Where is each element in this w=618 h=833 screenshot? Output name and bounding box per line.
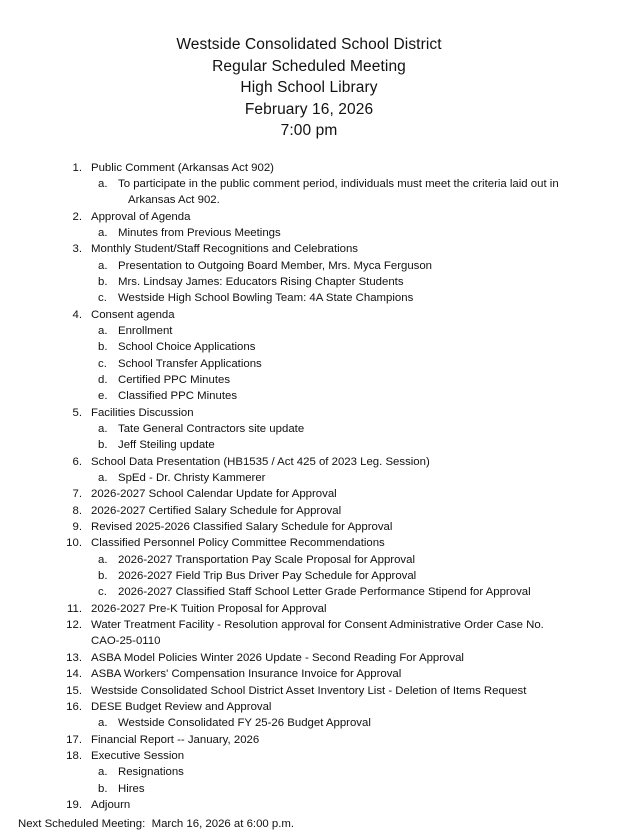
agenda-subitem-text: Resignations <box>118 766 184 779</box>
agenda-item <box>0 699 618 732</box>
agenda-item <box>0 666 618 682</box>
agenda-item-text: Public Comment (Arkansas Act 902) <box>91 161 274 174</box>
agenda-item-text: School Data Presentation (HB1535 / Act 425 of 2023 Leg. Session) <box>91 455 430 468</box>
agenda-item-row <box>0 519 618 535</box>
agenda-subitem-continuation: Arkansas Act 902. <box>128 194 220 207</box>
agenda-subitem-text: 2026-2027 Classified Staff School Letter Grade Performance Stipend for Approval <box>118 586 531 599</box>
agenda-subitem-letter: a. <box>98 177 108 190</box>
agenda-subitem-text: Hires <box>118 782 145 795</box>
agenda-subitem-text: Enrollment <box>118 324 173 337</box>
agenda-subitem-text: Westside High School Bowling Team: 4A State Champions <box>118 292 414 305</box>
agenda-item-text: ASBA Model Policies Winter 2026 Update - Second Reading For Approval <box>91 651 464 664</box>
agenda-item <box>0 650 618 666</box>
agenda-item <box>0 307 618 405</box>
agenda-item-number: 9. <box>72 521 82 534</box>
agenda-item-number: 16. <box>66 700 82 713</box>
agenda-subitem-row <box>0 715 618 731</box>
agenda-subitem-text: Minutes from Previous Meetings <box>118 226 281 239</box>
agenda-item-number: 5. <box>72 406 82 419</box>
agenda-subitem-row <box>0 290 618 306</box>
header-line-date: February 16, 2026 <box>244 100 374 118</box>
agenda-subitem-row <box>0 388 618 404</box>
agenda-subitem-letter: c. <box>98 586 107 599</box>
header-line-time: 7:00 pm <box>280 122 338 139</box>
agenda-item-row <box>0 732 618 748</box>
agenda-subitem-text: SpEd - Dr. Christy Kammerer <box>118 472 266 485</box>
agenda-item-text: Consent agenda <box>91 308 175 321</box>
agenda-subitem-text: 2026-2027 Field Trip Bus Driver Pay Schedule for Approval <box>118 570 417 583</box>
agenda-item-text: ASBA Workers' Compensation Insurance Invoice for Approval <box>91 668 402 681</box>
agenda-item-number: 10. <box>66 537 82 550</box>
agenda-item-number: 19. <box>66 798 82 811</box>
agenda-subitem-text: Mrs. Lindsay James: Educators Rising Chapter Students <box>118 275 404 288</box>
agenda-item-text: Revised 2025-2026 Classified Salary Schedule for Approval <box>91 521 393 534</box>
agenda-item <box>0 241 618 306</box>
agenda-item <box>0 601 618 617</box>
agenda-item-number: 17. <box>66 733 82 746</box>
agenda-subitem-row <box>0 258 618 274</box>
header-line-location: High School Library <box>240 79 378 96</box>
agenda-subitem-row <box>0 584 618 600</box>
agenda-item-number: 11. <box>67 602 82 615</box>
agenda-item-row <box>0 503 618 519</box>
agenda-subitem-row <box>0 274 618 290</box>
agenda-item <box>0 160 618 209</box>
agenda-subitem-row <box>0 323 618 339</box>
agenda-item-row <box>0 601 618 617</box>
agenda-item <box>0 535 618 600</box>
agenda-item-text: Executive Session <box>91 749 185 762</box>
agenda-subitem-text: To participate in the public comment period, individuals must meet the criteria laid out in <box>118 177 559 190</box>
agenda-item-text: Adjourn <box>91 798 131 811</box>
agenda-subitem-text: 2026-2027 Transportation Pay Scale Proposal for Approval <box>118 553 415 566</box>
agenda-subitem-letter: e. <box>98 390 108 403</box>
agenda-item <box>0 617 618 650</box>
agenda-item-text: Approval of Agenda <box>91 210 191 223</box>
header-line-meeting-type: Regular Scheduled Meeting <box>212 57 406 75</box>
agenda-item-row <box>0 405 618 421</box>
agenda-item-row <box>0 241 618 257</box>
agenda-item-row <box>0 486 618 502</box>
agenda-item-number: 13. <box>66 651 82 664</box>
agenda-item-text: DESE Budget Review and Approval <box>91 700 272 713</box>
agenda-item <box>0 503 618 519</box>
agenda-subitem-row <box>0 568 618 584</box>
agenda-item <box>0 683 618 699</box>
agenda-item-text: Classified Personnel Policy Committee Recommendations <box>91 537 385 550</box>
agenda-subitem-letter: c. <box>98 357 107 370</box>
agenda-item-number: 18. <box>66 749 82 762</box>
agenda-item-row <box>0 307 618 323</box>
agenda-subitem-letter: c. <box>98 292 107 305</box>
agenda-item <box>0 454 618 487</box>
agenda-item-text: Monthly Student/Staff Recognitions and Celebrations <box>91 243 359 256</box>
agenda-subitem-letter: b. <box>98 570 108 583</box>
agenda-item-row <box>0 699 618 715</box>
agenda-list <box>0 160 618 814</box>
agenda-subitem-letter: b. <box>98 275 108 288</box>
agenda-subitem-row <box>0 781 618 797</box>
agenda-subitem-row <box>0 339 618 355</box>
agenda-subitem-letter: a. <box>98 259 108 272</box>
agenda-subitem-text: Certified PPC Minutes <box>118 373 231 386</box>
agenda-item-text: Facilities Discussion <box>91 406 194 419</box>
agenda-item-row <box>0 160 618 176</box>
agenda-subitem-row <box>0 225 618 241</box>
agenda-item <box>0 732 618 748</box>
agenda-item-row <box>0 617 618 633</box>
agenda-item-row <box>0 797 618 813</box>
agenda-item-text: 2026-2027 School Calendar Update for Approval <box>91 488 337 501</box>
agenda-subitem-letter: a. <box>98 423 108 435</box>
agenda-item-number: 8. <box>72 504 82 517</box>
agenda-item-number: 4. <box>72 308 82 321</box>
agenda-subitem-letter: a. <box>98 472 108 485</box>
agenda-item-text: Financial Report -- January, 2026 <box>91 733 260 746</box>
agenda-item-number: 15. <box>66 684 82 697</box>
agenda-item <box>0 519 618 535</box>
agenda-subitem-letter: a. <box>98 226 108 239</box>
agenda-item-number: 3. <box>72 243 82 256</box>
agenda-item-number: 7. <box>72 488 82 501</box>
agenda-subitem-text: Presentation to Outgoing Board Member, Mrs. Myca Ferguson <box>118 259 433 272</box>
header-line-district: Westside Consolidated School District <box>176 36 442 53</box>
next-meeting-note: Next Scheduled Meeting: March 16, 2026 at 6:00 p.m. <box>18 818 295 831</box>
agenda-item-number: 1. <box>72 161 82 174</box>
agenda-item <box>0 748 618 797</box>
document-header <box>0 0 618 142</box>
agenda-item-row <box>0 666 618 682</box>
agenda-item-continuation: CAO-25-0110 <box>91 635 161 648</box>
agenda-item-row <box>0 535 618 551</box>
agenda-subitem-letter: a. <box>98 766 108 779</box>
agenda-item <box>0 405 618 454</box>
agenda-subitem-text: Classified PPC Minutes <box>118 390 238 403</box>
agenda-item-text: 2026-2027 Certified Salary Schedule for Approval <box>91 504 342 517</box>
agenda-subitem-letter: b. <box>98 439 108 452</box>
agenda-item-text: 2026-2027 Pre-K Tuition Proposal for Approval <box>91 602 327 615</box>
agenda-subitem-row <box>0 437 618 453</box>
agenda-item-text: Water Treatment Facility - Resolution approval for Consent Administrative Order Case No. <box>91 619 544 632</box>
agenda-subitem-letter: d. <box>98 373 108 386</box>
agenda-item-number: 6. <box>72 455 82 468</box>
agenda-item-row <box>0 683 618 699</box>
agenda-item <box>0 486 618 502</box>
agenda-item-number: 14. <box>66 668 82 681</box>
agenda-subitem-letter: b. <box>98 782 108 795</box>
agenda-subitem-letter: a. <box>98 553 108 566</box>
agenda-subitem-letter: b. <box>98 341 108 354</box>
agenda-subitem-letter: a. <box>98 717 108 730</box>
agenda-subitem-row <box>0 470 618 486</box>
agenda-subitem-row <box>0 372 618 388</box>
agenda-subitem-letter: a. <box>98 324 108 337</box>
agenda-item-row <box>0 748 618 764</box>
agenda-subitem-text: Tate General Contractors site update <box>118 423 305 435</box>
agenda-item-number: 12. <box>66 619 82 632</box>
agenda-subitem-text: School Transfer Applications <box>118 357 262 370</box>
agenda-subitem-row <box>0 356 618 372</box>
agenda-subitem-row <box>0 176 618 192</box>
agenda-item <box>0 797 618 813</box>
agenda-subitem-text: Jeff Steiling update <box>118 439 215 452</box>
agenda-subitem-row <box>0 421 618 437</box>
agenda-subitem-row <box>0 552 618 568</box>
agenda-item-row <box>0 454 618 470</box>
agenda-subitem-text: Westside Consolidated FY 25-26 Budget Approval <box>118 717 371 730</box>
agenda-item-row <box>0 650 618 666</box>
agenda-item-text: Westside Consolidated School District Asset Inventory List - Deletion of Items Request <box>91 684 527 697</box>
agenda-item-number: 2. <box>72 210 82 223</box>
agenda-subitem-row <box>0 764 618 780</box>
agenda-subitem-text: School Choice Applications <box>118 341 256 354</box>
agenda-item-row <box>0 209 618 225</box>
agenda-list-container <box>0 160 618 814</box>
agenda-item <box>0 209 618 242</box>
